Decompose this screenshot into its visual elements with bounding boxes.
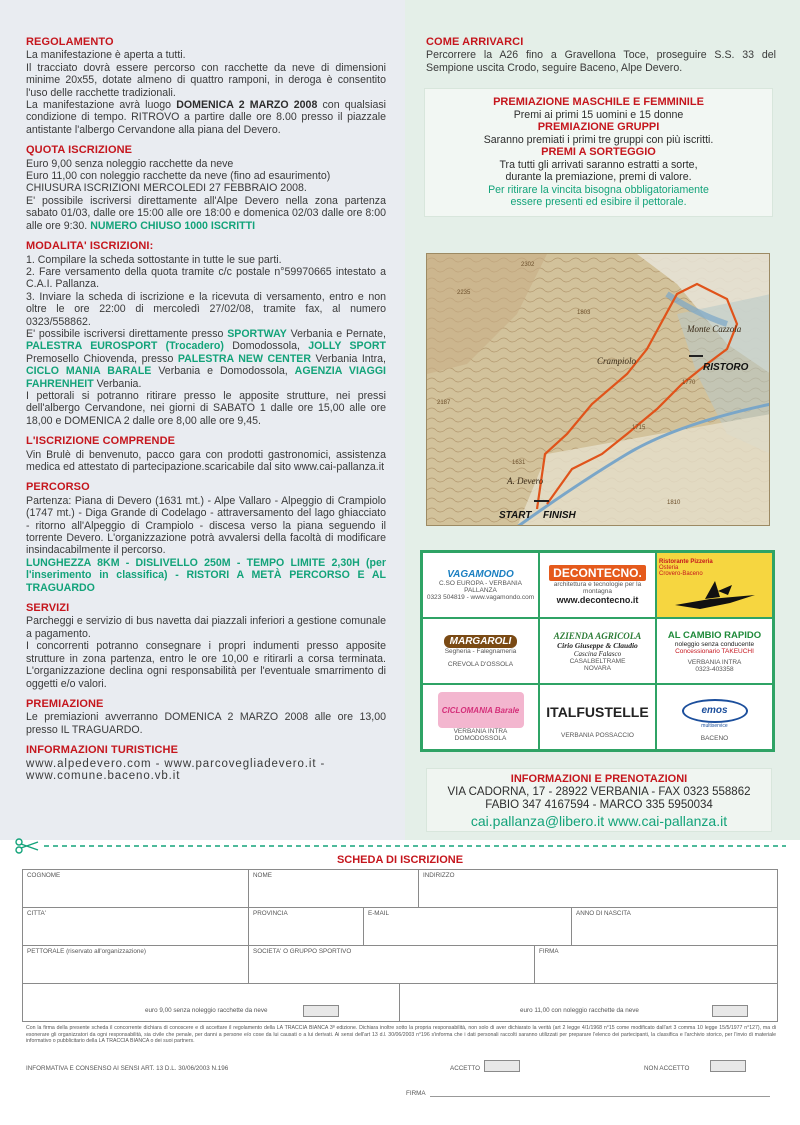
map-place-label: Crampiolo bbox=[597, 356, 637, 366]
topographic-map-image bbox=[427, 254, 770, 526]
sponsor-vagamondo bbox=[422, 552, 539, 618]
field-anno-nascita[interactable] bbox=[572, 908, 777, 946]
paragraph: Vin Brulè di benvenuto, pacco gara con prodotti gastronomici, assistenza medica ed attestato di partecipazione.scaricabile dal sito www.cai-pallanza.it bbox=[26, 448, 386, 473]
shop-name: AGENZIA VIAGGI FAHRENHEIT bbox=[26, 365, 387, 390]
sponsor-caption: architettura e tecnologie per la montagna bbox=[553, 581, 642, 595]
map-height-label: 1715 bbox=[632, 425, 646, 431]
paragraph: 2. Fare versamento della quota tramite c/c postale n°59970665 intestato a C.A.I. Pallanza. bbox=[26, 265, 386, 291]
map-height-label: 2235 bbox=[457, 290, 471, 296]
start-label: START bbox=[499, 510, 532, 521]
sponsor-caption: BACENO bbox=[700, 734, 729, 742]
paragraph: 1. Compilare la scheda sottostante in tutte le sue parti. bbox=[26, 253, 282, 266]
sponsor-logo-text: Ristorante Pizzeria bbox=[659, 559, 713, 565]
prize-title: PREMIAZIONE MASCHILE E FEMMINILE bbox=[493, 96, 704, 109]
paragraph: Le premiazioni avverranno DOMENICA 2 MARZO 2008 alle ore 13,00 presso IL TRAGUARDO. bbox=[26, 711, 386, 736]
option-label: euro 9,00 senza noleggio racchette da neve bbox=[145, 1007, 268, 1014]
info-title: INFORMAZIONI E PRENOTAZIONI bbox=[510, 773, 688, 785]
informativa-label: INFORMATIVA E CONSENSO AI SENSI ART. 13 D.L. 30/06/2003 N.196 bbox=[26, 1065, 229, 1072]
text: Verbania e Domodossola, bbox=[151, 365, 295, 378]
field-provincia[interactable] bbox=[249, 908, 364, 946]
paragraph: Parcheggi e servizio di bus navetta dai piazzali inferiori a gestione comunale a pagamento. bbox=[26, 615, 386, 640]
prize-line: durante la premiazione, premi di valore. bbox=[505, 171, 692, 184]
sponsor-caption: multiservice bbox=[701, 722, 728, 729]
section-title: QUOTA ISCRIZIONE bbox=[26, 144, 133, 157]
field-label: SOCIETA' O GRUPPO SPORTIVO bbox=[253, 948, 352, 955]
paragraph: Percorrere la A26 fino a Gravellona Toce, proseguire S.S. 33 del Sempione uscita Crodo, seguire Baceno, Alpe Devero. bbox=[426, 49, 776, 74]
paragraph: I pettorali si potranno ritirare presso le apposite strutture, nei pressi dell'albergo Cervandone, nei giorni di SABATO 1 dalle ore 15,00 alle ore 18,00 e DOMENICA 2 dalle ore 8,00 alle ore 9,45. bbox=[26, 389, 386, 427]
shop-name: PALESTRA EUROSPORT (Trocadero) bbox=[26, 340, 224, 353]
option-checkbox[interactable] bbox=[712, 1005, 748, 1017]
shop-name: CICLO MANIA BARALE bbox=[26, 365, 152, 378]
map-height-label: 2187 bbox=[437, 400, 451, 406]
sponsor-caption: 0323-403358 bbox=[695, 665, 734, 673]
paragraph bbox=[26, 99, 386, 136]
sponsor-italfustelle bbox=[539, 684, 656, 750]
section-title: REGOLAMENTO bbox=[26, 36, 114, 48]
info-contacts[interactable]: cai.pallanza@libero.it www.cai-pallanza.it bbox=[470, 813, 728, 829]
field-citta[interactable] bbox=[23, 908, 249, 946]
sponsor-caption: noleggio senza conducente bbox=[674, 640, 755, 648]
sponsor-decontecno bbox=[539, 552, 656, 618]
modalita-section bbox=[26, 240, 386, 427]
prize-note: Per ritirare la vincita bisogna obbligatoriamente bbox=[488, 183, 709, 196]
map-place-label: A. Devero bbox=[507, 476, 544, 486]
field-label: PROVINCIA bbox=[253, 910, 288, 917]
text: Verbania Intra, bbox=[311, 352, 386, 365]
prize-note: essere presenti ed esibire il pettorale. bbox=[510, 196, 687, 209]
info-box bbox=[426, 768, 772, 832]
text: Premosello Chiovenda, presso bbox=[26, 352, 178, 365]
sponsor-logo-text: AL CAMBIO RAPIDO bbox=[667, 629, 762, 641]
info-phones: FABIO 347 4167594 - MARCO 335 5950034 bbox=[485, 799, 713, 811]
sponsor-caption: DOMODOSSOLA bbox=[454, 735, 507, 742]
paragraph bbox=[26, 195, 386, 232]
percorso-section bbox=[26, 481, 386, 594]
course-stats: LUNGHEZZA 8KM - DISLIVELLO 250M - TEMPO LIMITE 2,30H (per l'inserimento in classifica) - RISTORI A METÀ PERCORSO E AL TRAGUARDO bbox=[26, 556, 386, 594]
regolamento-section bbox=[26, 36, 386, 136]
sponsor-logo-text: ITALFUSTELLE bbox=[546, 703, 649, 720]
sponsor-caption: VERBANIA POSSACCIO bbox=[561, 731, 634, 739]
field-nome[interactable] bbox=[249, 870, 419, 908]
firma-label: FIRMA bbox=[406, 1090, 426, 1097]
field-societa[interactable] bbox=[249, 946, 535, 984]
text: con qualsiasi condizione di tempo. RITROVO a partire dalle ore 8.00 presso il piazzale antistante l'albergo Cervandone alla piana del Devero. bbox=[26, 99, 386, 136]
highlight-text: NUMERO CHIUSO 1000 ISCRITTI bbox=[90, 219, 256, 232]
paragraph: 3. Inviare la scheda di iscrizione e la ricevuta di versamento, entro e non oltre le ore 22:00 di mercoledì 27/02/08, tramite fax, al numero 0323/558862. bbox=[26, 290, 386, 328]
text: Domodossola, bbox=[223, 340, 309, 353]
text: E' possibile iscriversi direttamente all'Alpe Devero nella zona partenza sabato 01/03, dalle ore 15:00 alle ore 18:00 e domenica 02/03 dalle ore 8:00 alle ore 9:30. bbox=[26, 194, 386, 232]
sponsor-azienda-agricola bbox=[539, 618, 656, 684]
map-height-label: 1631 bbox=[512, 460, 526, 466]
section-title: PERCORSO bbox=[26, 481, 90, 494]
sponsor-logo-text: emos bbox=[682, 699, 748, 723]
prizes-box bbox=[424, 88, 773, 217]
sponsor-caption: Cirio Giuseppe & Claudio bbox=[557, 640, 638, 650]
sponsor-al-cambio-rapido bbox=[656, 618, 773, 684]
prize-title: PREMIAZIONE GRUPPI bbox=[537, 121, 660, 134]
sponsor-caption: CASALBELTRAME bbox=[569, 657, 626, 665]
prize-line: Saranno premiati i primi tre gruppi con più iscritti. bbox=[483, 133, 714, 146]
text: Verbania e Pernate, bbox=[286, 327, 387, 340]
sponsor-caption: Cascina Falasco bbox=[573, 649, 622, 658]
accetto-checkbox[interactable] bbox=[484, 1060, 520, 1072]
non-accetto-checkbox[interactable] bbox=[710, 1060, 746, 1072]
arrivare-section bbox=[426, 36, 776, 74]
section-title: SERVIZI bbox=[26, 602, 70, 615]
sponsor-caption: Concessionario TAKEUCHI bbox=[675, 647, 754, 655]
cut-line bbox=[14, 838, 786, 854]
field-label: PETTORALE (riservato all'organizzazione) bbox=[27, 948, 147, 955]
quota-section bbox=[26, 144, 386, 232]
sponsor-ciclomania bbox=[422, 684, 539, 750]
comprende-section bbox=[26, 435, 386, 473]
paragraph: CHIUSURA ISCRIZIONI MERCOLEDI 27 FEBBRAIO 2008. bbox=[26, 182, 307, 195]
sponsor-logo-text: AZIENDA AGRICOLA bbox=[553, 630, 642, 641]
field-label: INDIRIZZO bbox=[423, 872, 455, 879]
paragraph: Euro 9,00 senza noleggio racchette da neve bbox=[26, 157, 234, 170]
event-date: DOMENICA 2 MARZO 2008 bbox=[176, 99, 318, 112]
left-column bbox=[26, 36, 386, 790]
prize-line: Tra tutti gli arrivati saranno estratti a sorte, bbox=[499, 158, 698, 171]
registration-form bbox=[22, 869, 778, 1022]
prize-line: Premi ai primi 15 uomini e 15 donne bbox=[513, 108, 684, 121]
sponsor-caption: 0323 504819 - www.vagamondo.com bbox=[426, 594, 535, 601]
info-address: VIA CADORNA, 17 - 28922 VERBANIA - FAX 0323 558862 bbox=[447, 786, 751, 798]
field-pettorale bbox=[23, 946, 249, 984]
sponsor-caption: VERBANIA INTRA bbox=[453, 728, 508, 735]
sponsor-caption: NOVARA bbox=[584, 664, 611, 672]
map-height-label: 2302 bbox=[521, 262, 535, 268]
right-column bbox=[426, 36, 776, 217]
sponsor-caption: Segheria - Falegnameria bbox=[444, 647, 517, 655]
option-label: euro 11,00 con noleggio racchette da neve bbox=[520, 1007, 639, 1014]
section-title: COME ARRIVARCI bbox=[426, 36, 524, 48]
turistiche-section bbox=[26, 744, 386, 782]
scissors-icon bbox=[16, 839, 38, 853]
section-title: INFORMAZIONI TURISTICHE bbox=[26, 744, 179, 757]
shop-name: SPORTWAY bbox=[227, 327, 287, 340]
tourism-links[interactable]: www.comune.baceno.vb.it bbox=[26, 769, 181, 782]
map-height-label: 1770 bbox=[682, 380, 696, 386]
sponsor-osteria bbox=[656, 552, 773, 618]
sponsor-emos bbox=[656, 684, 773, 750]
sponsor-caption: C.SO EUROPA - VERBANIA PALLANZA bbox=[439, 580, 522, 594]
sponsor-logo-text: MARGAROLI bbox=[444, 635, 518, 648]
sponsor-caption: VERBANIA INTRA bbox=[687, 658, 742, 666]
signature-line[interactable] bbox=[430, 1096, 770, 1097]
sponsors-grid bbox=[420, 550, 775, 752]
option-checkbox[interactable] bbox=[303, 1005, 339, 1017]
section-title: MODALITA' ISCRIZIONI: bbox=[26, 240, 154, 253]
paragraph: I concorrenti potranno consegnare i propri indumenti presso apposite strutture in zona partenza, entro le ore 10,00 e ritirarli a corsa terminata. L'organizzazione declina ogni responsabilità per l'eventuale smarrimento di oggetti e/o valori. bbox=[26, 640, 386, 690]
paragraph: Partenza: Piana di Devero (1631 mt.) - Alpe Vallaro - Alpeggio di Crampiolo (1747 mt.) - Diga Grande di Codelago - attraversamento del lago ghiacciato - ritorno all'Alpeggio di Crampiolo - discesa verso la piana seguendo il torrente Devero. L'organizzazione potrà avvalersi della facoltà di modificare insindacabilmente il percorso. bbox=[26, 494, 386, 557]
section-title: PREMIAZIONE bbox=[26, 697, 104, 710]
field-label: NOME bbox=[253, 872, 272, 879]
non-accetto-label: NON ACCETTO bbox=[644, 1065, 690, 1072]
shop-name: PALESTRA NEW CENTER bbox=[177, 352, 312, 365]
sponsor-margaroli bbox=[422, 618, 539, 684]
form-title: SCHEDA DI ISCRIZIONE bbox=[336, 854, 464, 866]
sponsor-logo-text: VAGAMONDO bbox=[447, 569, 514, 580]
paragraph bbox=[26, 328, 386, 390]
text: Verbania. bbox=[93, 377, 142, 390]
prize-title: PREMI A SORTEGGIO bbox=[541, 146, 656, 159]
field-cognome[interactable] bbox=[23, 870, 249, 908]
option-9-euro[interactable] bbox=[23, 984, 400, 1021]
field-label: CITTA' bbox=[27, 910, 46, 917]
ristoro-label: RISTORO bbox=[703, 362, 749, 373]
field-indirizzo[interactable] bbox=[419, 870, 777, 908]
shop-name: JOLLY SPORT bbox=[308, 340, 386, 353]
paragraph: Il tracciato dovrà essere percorso con racchette da neve di dimensioni minime 20x55, dotate almeno di quattro ramponi, in deroga è consentito l'uso delle racchette tradizionali. bbox=[26, 61, 386, 99]
paragraph: Euro 11,00 con noleggio racchette da neve (fino ad esaurimento) bbox=[26, 170, 331, 183]
sponsor-caption: CREVOLA D'OSSOLA bbox=[447, 660, 514, 668]
map-place-label: Monte Cazzola bbox=[687, 324, 742, 334]
field-label: E-MAIL bbox=[368, 910, 389, 917]
field-email[interactable] bbox=[364, 908, 572, 946]
map-height-label: 1803 bbox=[577, 310, 591, 316]
witch-silhouette-icon bbox=[670, 577, 760, 611]
sponsor-caption: www.decontecno.it bbox=[556, 595, 639, 605]
section-title: L'ISCRIZIONE COMPRENDE bbox=[26, 435, 176, 448]
sponsor-caption: Crovero-Baceno bbox=[659, 571, 703, 577]
tourism-links[interactable]: www.alpedevero.com - www.parcovegliadevero.it - bbox=[26, 757, 326, 770]
sponsor-logo-text: CICLOMANIA Barale bbox=[438, 692, 524, 728]
accetto-label: ACCETTO bbox=[450, 1065, 480, 1072]
field-firma[interactable] bbox=[535, 946, 777, 984]
privacy-disclaimer: Con la firma della presente scheda il concorrente dichiara di conoscere e di accettare il regolamento della LA TRACCIA BIANCA 3ª edizione. Dichiara inoltre sotto la propria responsabilità, non solo di aver dichiarato la verità (art 2 legge 4/1/1968 n°15 come modificato dall'art 3 comma 10 legge 15/5/1977 n°127), ma di esonerare gli organizzatori da ogni responsabilità, sia civile che penale, per danni a persone e/o cose da lui causati o a lui derivati. Ai sensi dell'art 13 d.l. 30/06/2003 n°196 s'informa che i dati personali raccolti saranno utilizzati per preparare l'elenco dei partecipanti, la classifica e l'archivio storico, per l'invio di materiale informativo o pubblicitario della LA TRACCIA BIANCA o dei suoi partners. bbox=[26, 1025, 776, 1045]
premiazione-section bbox=[26, 698, 386, 736]
sponsor-caption: Osteria bbox=[659, 565, 679, 571]
servizi-section bbox=[26, 602, 386, 690]
sponsor-logo-text: DECONTECNO. bbox=[549, 565, 646, 581]
field-label: COGNOME bbox=[27, 872, 61, 879]
option-11-euro[interactable] bbox=[400, 984, 777, 1021]
field-label: FIRMA bbox=[539, 948, 559, 955]
paragraph: La manifestazione è aperta a tutti. bbox=[26, 49, 186, 62]
text: La manifestazione avrà luogo bbox=[26, 99, 177, 112]
map-height-label: 1810 bbox=[667, 500, 681, 506]
field-label: ANNO DI NASCITA bbox=[576, 910, 631, 917]
course-map bbox=[426, 253, 770, 526]
finish-label: FINISH bbox=[543, 510, 576, 521]
text: E' possibile iscriversi direttamente presso bbox=[26, 327, 228, 340]
